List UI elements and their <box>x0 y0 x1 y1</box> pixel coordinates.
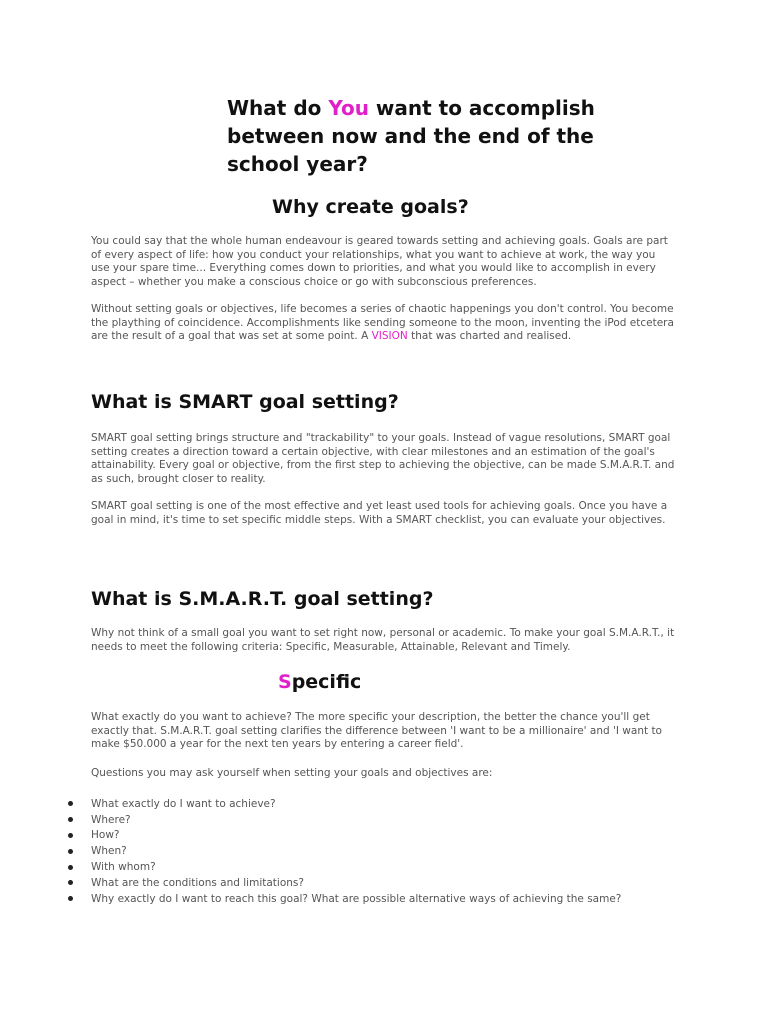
bullet-icon <box>68 880 73 885</box>
why-paragraph-1: You could say that the whole human endeavour is geared towards setting and achieving goals. Goals are part of every aspect of life: how you conduct your relationships, what you want to achieve at work, the way you use your spare time... Everything comes down to priorities, and what you would like to accomplish in every aspect – whether you make a conscious choice or go with subconscious preferences. <box>91 235 668 288</box>
specific-heading <box>278 670 361 694</box>
page-title <box>227 94 667 178</box>
list-item <box>68 843 668 859</box>
smart-heading: What is SMART goal setting? <box>91 391 399 413</box>
bullet-icon <box>68 801 73 806</box>
list-item <box>68 875 668 891</box>
specific-heading-rest: pecific <box>291 671 362 693</box>
list-item <box>68 796 668 812</box>
list-item <box>68 859 668 875</box>
why-paragraph-2 <box>91 303 676 344</box>
why-paragraph-2-text: Without setting goals or objectives, life becomes a series of chaotic happenings you don't control. You become the plaything of coincidence. Accomplishments like sending someone to the moon, inventing the iPod etcetera are the result of a goal that was set at some point. A <box>91 303 674 342</box>
smart-dots-paragraph: Why not think of a small goal you want to set right now, personal or academic. To make your goal S.M.A.R.T., it needs to meet the following criteria: Specific, Measurable, Attainable, Relevant and Timely. <box>91 627 675 653</box>
list-item <box>68 828 668 844</box>
list-item-text: With whom? <box>91 861 156 874</box>
bullet-icon <box>68 865 73 870</box>
bullet-icon <box>68 817 73 822</box>
why-heading: Why create goals? <box>272 196 469 218</box>
questions-list <box>68 796 668 907</box>
bullet-icon <box>68 896 73 901</box>
why-paragraph-2-text: that was charted and realised. <box>407 330 572 342</box>
list-item <box>68 891 668 907</box>
list-item <box>68 812 668 828</box>
smart-paragraph-1: SMART goal setting brings structure and "trackability" to your goals. Instead of vague resolutions, SMART goal setting creates a direction toward a certain objective, with clear milestones and an estimation of the goal's attainability. Every goal or objective, from the first step to achieving the objective, can be made S.M.A.R.T. and as such, brought closer to reality. <box>91 432 675 485</box>
specific-paragraph-1: What exactly do you want to achieve? The more specific your description, the better the chance you'll get exactly that. S.M.A.R.T. goal setting clarifies the difference between 'I want to be a millionaire' and 'I want to make $50.000 a year for the next ten years by entering a career field'. <box>91 711 662 750</box>
list-item-text: Where? <box>91 813 131 826</box>
list-item-text: How? <box>91 829 120 842</box>
vision-highlight: VISION <box>371 330 408 342</box>
title-highlight: You <box>328 96 369 120</box>
bullet-icon <box>68 833 73 838</box>
list-item-text: When? <box>91 845 127 858</box>
bullet-icon <box>68 849 73 854</box>
title-part: What do <box>227 96 329 120</box>
list-item-text: What exactly do I want to achieve? <box>91 797 276 810</box>
specific-paragraph-2: Questions you may ask yourself when setting your goals and objectives are: <box>91 767 493 779</box>
title-part: want to accomplish between now and the end of the school year? <box>227 96 595 176</box>
smart-paragraph-2: SMART goal setting is one of the most effective and yet least used tools for achieving goals. Once you have a goal in mind, it's time to set specific middle steps. With a SMART checklist, you can evaluate your objectives. <box>91 500 668 526</box>
list-item-text: Why exactly do I want to reach this goal? What are possible alternative ways of achieving the same? <box>91 892 622 905</box>
smart-dots-heading: What is S.M.A.R.T. goal setting? <box>91 588 434 610</box>
specific-initial: S <box>278 671 292 693</box>
list-item-text: What are the conditions and limitations? <box>91 876 304 889</box>
